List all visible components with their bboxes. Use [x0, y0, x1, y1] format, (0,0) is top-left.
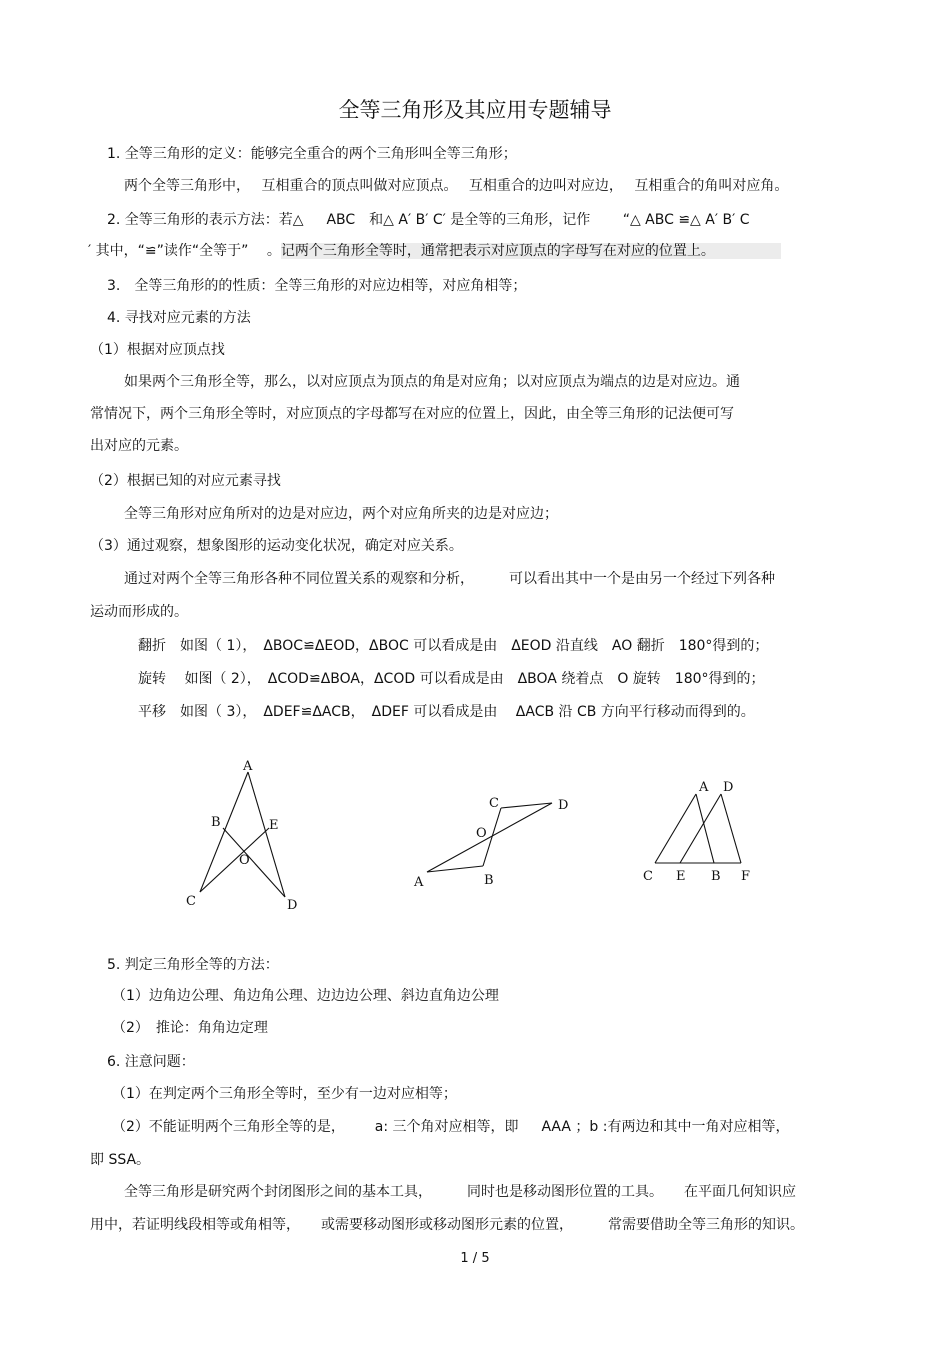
notation-line: 2. 全等三角形的表示方法：若△ ABC 和△ A′ B′ C′ 是全等的三角形，记作 “△ ABC ≌△ A′ B′ C [107, 212, 750, 228]
label-A: A [699, 780, 709, 795]
label-O: O [239, 853, 250, 868]
method-3-heading: （3）通过观察，想象图形的运动变化状况，确定对应关系。 [90, 538, 463, 554]
summary-1: 全等三角形是研究两个封闭图形之间的基本工具， 同时也是移动图形位置的工具。 在平面几何知识应 [124, 1184, 796, 1200]
method-2-text: 全等三角形对应角所对的边是对应边，两个对应角所夹的边是对应边； [124, 506, 558, 522]
section-6-heading: 6. 注意问题： [107, 1054, 195, 1070]
section-5-heading: 5. 判定三角形全等的方法： [107, 957, 279, 973]
highlighted-note: 记两个三角形全等时，通常把表示对应顶点的字母写在对应的位置上。 [281, 243, 781, 259]
method-2-heading: （2）根据已知的对应元素寻找 [90, 473, 281, 489]
method-3-text-2: 运动而形成的。 [90, 604, 188, 620]
label-A: A [243, 759, 253, 774]
caution-2-cont: 即 SSA。 [90, 1152, 151, 1168]
page-title: 全等三角形及其应用专题辅导 [338, 98, 612, 122]
label-B: B [711, 869, 721, 884]
label-C: C [489, 796, 499, 811]
label-B: B [484, 873, 494, 888]
translate-line: 平移 如图（ 3）， ΔDEF≌ΔACB， ΔDEF 可以看成是由 ΔACB 沿 CB 方向平行移动而得到的。 [138, 704, 755, 720]
caution-1: （1）在判定两个三角形全等时，至少有一边对应相等； [112, 1086, 457, 1102]
correspondence-line: 两个全等三角形中， 互相重合的顶点叫做对应顶点。 互相重合的边叫对应边， 互相重合的角叫对应角。 [124, 178, 789, 194]
method-3-text-1: 通过对两个全等三角形各种不同位置关系的观察和分析， 可以看出其中一个是由另一个经过下列各种 [124, 571, 775, 587]
corollary-line: （2） 推论：角角边定理 [112, 1020, 268, 1036]
label-D: D [558, 798, 569, 813]
label-E: E [269, 818, 279, 833]
section-4-heading: 4. 寻找对应元素的方法 [107, 310, 251, 326]
label-F: F [741, 869, 751, 884]
definition-line: 1. 全等三角形的定义：能够完全重合的两个三角形叫全等三角形； [107, 146, 517, 162]
label-C: C [643, 869, 653, 884]
notation-line-2 [88, 241, 781, 261]
rotate-line: 旋转 如图（ 2）， ΔCOD≌ΔBOA，ΔCOD 可以看成是由 ΔBOA 绕着点 O 旋转 180°得到的； [138, 671, 765, 687]
property-line: 3. 全等三角形的的性质：全等三角形的对应边相等，对应角相等； [107, 278, 527, 294]
summary-2: 用中，若证明线段相等或角相等， 或需要移动图形或移动图形元素的位置， 常需要借助全等三角形的知识。 [90, 1217, 804, 1233]
label-E: E [676, 869, 686, 884]
method-1-text-2: 常情况下，两个三角形全等时，对应顶点的字母都写在对应的位置上，因此，由全等三角形的记法便可写 [90, 406, 734, 422]
flip-line: 翻折 如图（ 1）， ΔBOC≌ΔEOD，ΔBOC 可以看成是由 ΔEOD 沿直线 AO 翻折 180°得到的； [138, 638, 769, 654]
label-D: D [723, 780, 734, 795]
figure-1-flip [180, 755, 310, 915]
label-O: O [476, 826, 487, 841]
notation-reading: ′ 其中，“≌”读作“全等于” 。 [88, 243, 281, 259]
caution-2: （2）不能证明两个三角形全等的是， a: 三个角对应相等，即 AAA ；b :有两边和其中一角对应相等， [112, 1119, 790, 1135]
label-B: B [211, 815, 221, 830]
figure-3-translate [635, 770, 760, 890]
method-1-text-3: 出对应的元素。 [90, 438, 188, 454]
criteria-line: （1）边角边公理、角边角公理、边边边公理、斜边直角边公理 [112, 988, 499, 1004]
method-1-text-1: 如果两个三角形全等，那么，以对应顶点为顶点的角是对应角；以对应顶点为端点的边是对应边。通 [124, 374, 740, 390]
method-1-heading: （1）根据对应顶点找 [90, 342, 225, 358]
figure-2-rotate [405, 790, 580, 895]
page-number: 1 / 5 [460, 1251, 490, 1266]
label-A: A [414, 875, 424, 890]
label-C: C [186, 894, 196, 909]
label-D: D [287, 898, 298, 913]
